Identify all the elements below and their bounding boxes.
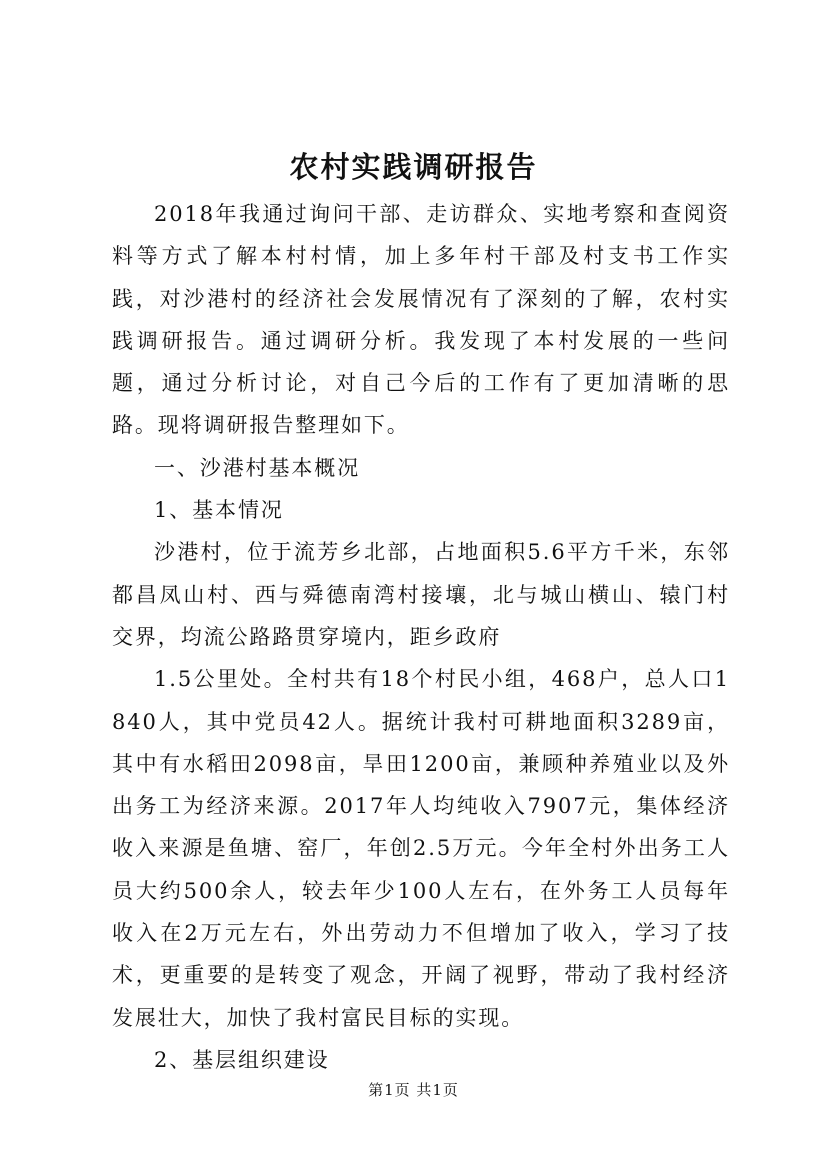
location-paragraph: 沙港村，位于流芳乡北部，占地面积5.6平方千米，东邻都昌凤山村、西与舜德南湾村接壤，北与城山横山、辕门村交界，均流公路路贯穿境内，距乡政府 <box>112 540 730 649</box>
document-title: 农村实践调研报告 <box>289 150 538 184</box>
document-body <box>112 193 730 1081</box>
population-paragraph: 1.5公里处。全村共有18个村民小组，468户，总人口1840人，其中党员42人。据统计我村可耕地面积3289亩，其中有水稻田2098亩，旱田1200亩，兼顾种养殖业以及外出务工为经济来源。2017年人均纯收入7907元，集体经济收入来源是鱼塘、窑厂，年创2.5万元。今年全村外出务工人员大约500余人，较去年少100人左右，在外务工人员每年收入在2万元左右，外出劳动力不但增加了收入，学习了技术，更重要的是转变了观念，开阔了视野，带动了我村经济发展壮大，加快了我村富民目标的实现。 <box>112 667 730 1030</box>
intro-paragraph: 2018年我通过询问干部、走访群众、实地考察和查阅资料等方式了解本村村情，加上多年村干部及村支书工作实践，对沙港村的经济社会发展情况有了深刻的了解，农村实践调研报告。通过调研分析。我发现了本村发展的一些问题，通过分析讨论，对自己今后的工作有了更加清晰的思路。现将调研报告整理如下。 <box>112 202 730 438</box>
page-number-footer: 第1页 共1页 <box>368 1081 459 1099</box>
subsection-heading-basic-info: 1、基本情况 <box>154 498 284 523</box>
subsection-heading-organization: 2、基层组织建设 <box>154 1047 330 1072</box>
section-heading-overview: 一、沙港村基本概况 <box>154 455 361 480</box>
